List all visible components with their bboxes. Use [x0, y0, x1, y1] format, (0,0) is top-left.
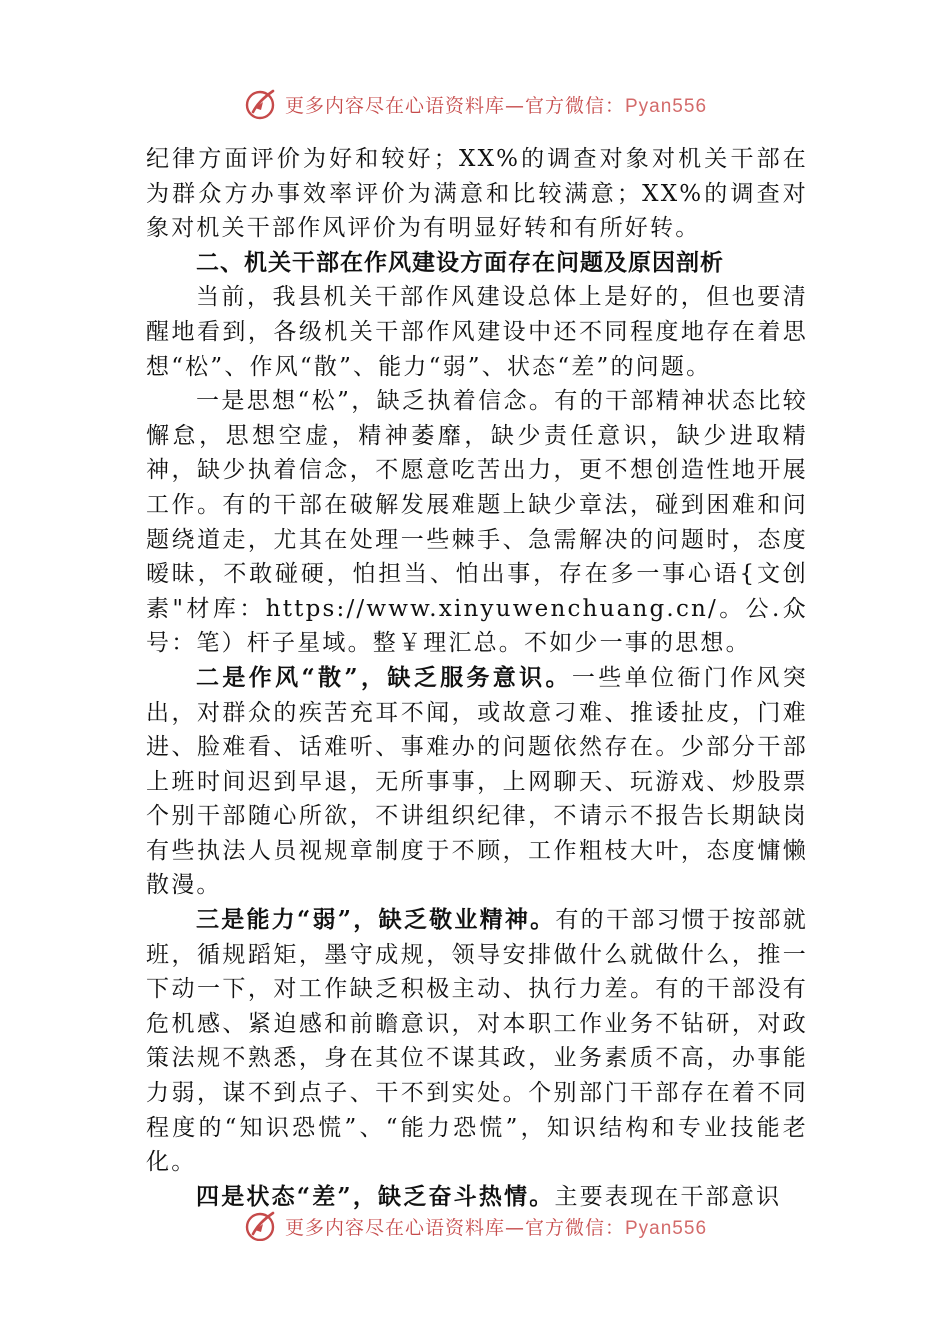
watermark-text: 更多内容尽在心语资料库—官方微信：Pyan556 [284, 1216, 708, 1239]
pen-logo-icon [243, 86, 279, 122]
point-3-text: 有的干部习惯于按部就班，循规蹈矩，墨守成规，领导安排做什么就做什么，推一下动一下，对工作缺乏积极主动、执行力差。有的干部没有危机感、紧迫感和前瞻意识，对本职工作业务不钻研，对政策法规不熟悉，身在其位不谋其政，业务素质不高，办事能力弱，谋不到点子、干不到实处。个别部门干部存在着不同程度的“知识恐慌”、“能力恐慌”，知识结构和专业技能老化。 [146, 907, 808, 1176]
point-4-lead: 四是状态“差”，缺乏奋斗热情。 [196, 1182, 555, 1210]
paragraph-1: 纪律方面评价为好和较好；XX%的调查对象对机关干部在为群众方办事效率评价为满意和比较满意；XX%的调查对象对机关干部作风评价为有明显好转和有所好转。 [146, 146, 808, 242]
point-3-lead: 三是能力“弱”，缺乏敬业精神。 [196, 906, 556, 934]
point-2-lead: 二是作风“散”，缺乏服务意识。 [196, 663, 572, 691]
watermark-text: 更多内容尽在心语资料库—官方微信：Pyan556 [284, 94, 708, 117]
footer-watermark [0, 1205, 950, 1241]
pen-logo-icon [243, 1208, 279, 1241]
paragraph-intro: 当前，我县机关干部作风建设总体上是好的，但也要清醒地看到，各级机关干部作风建设中还不同程度地存在着思想“松”、作风“散”、能力“弱”、状态“差”的问题。 [146, 284, 808, 380]
paragraph-point-2 [146, 661, 808, 903]
point-4-text: 主要表现在干部意识 [554, 1183, 782, 1210]
point-2-text: 一些单位衙门作风突出，对群众的疾苦充耳不闻，或故意刁难、推诿扯皮，门难进、脸难看、话难听、事难办的问题依然存在。少部分干部上班时间迟到早退，无所事事，上网聊天、玩游戏、炒股票个别干部随心所欲，不讲组织纪律，不请示不报告长期缺岗有些执法人员视规章制度于不顾，工作粗枝大叶，态度慵懒散漫。 [146, 664, 808, 899]
document-body [146, 142, 808, 1214]
section-heading: 二、机关干部在作风建设方面存在问题及原因剖析 [196, 249, 724, 276]
header-watermark [0, 84, 950, 124]
paragraph-point-1: 一是思想“松”，缺乏执着信念。有的干部精神状态比较懈怠，思想空虚，精神萎靡，缺少责任意识，缺少进取精神，缺少执着信念，不愿意吃苦出力，更不想创造性地开展工作。有的干部在破解发展难题上缺少章法，碰到困难和问题绕道走，尤其在处理一些棘手、急需解决的问题时，态度暧昧，不敢碰硬，怕担当、怕出事，存在多一事心语{文创素"材库：https://www.xinyuwenchuang.cn/。公.众号：笔）杆子星域。整￥理汇总。不如少一事的思想。 [146, 388, 808, 657]
paragraph-point-3 [146, 903, 808, 1180]
